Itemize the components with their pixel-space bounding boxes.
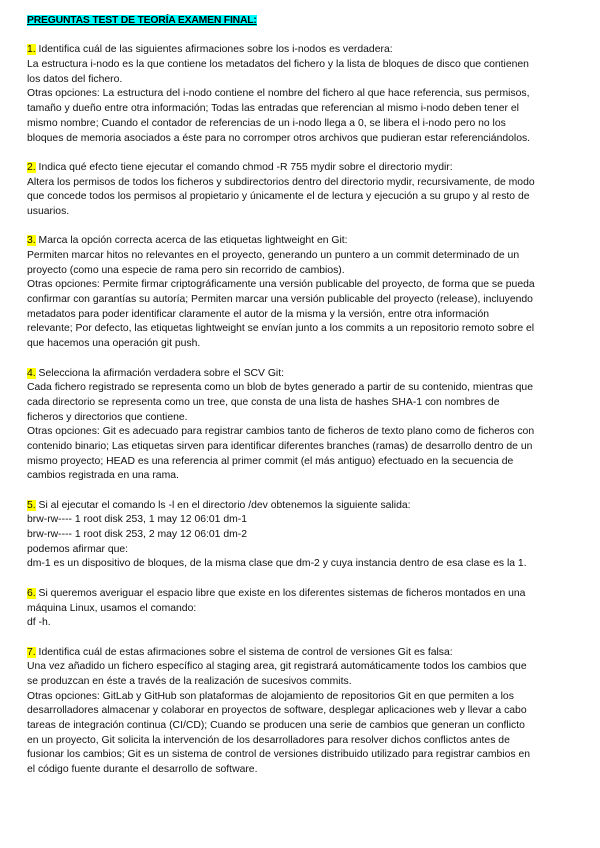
question-block	[27, 234, 587, 352]
question-number: 3.	[27, 235, 36, 247]
question-number: 4.	[27, 367, 36, 379]
answer-line: bloques de memoria asociados a éste para no corromper otros archivos que pudieran estar referenciándolos.	[27, 132, 531, 144]
question-list	[27, 29, 587, 778]
answer-line: brw-rw---- 1 root disk 253, 1 may 12 06:01 dm-1	[27, 514, 248, 526]
question-line	[27, 234, 587, 249]
answer-line: brw-rw---- 1 root disk 253, 2 may 12 06:01 dm-2	[27, 529, 248, 541]
question-text: Si al ejecutar el comando ls -l en el directorio /dev obtenemos la siguiente salida:	[35, 499, 411, 511]
question-number: 7.	[27, 646, 36, 658]
question-number: 1.	[27, 44, 36, 56]
question-text: Marca la opción correcta acerca de las etiquetas lightweight en Git:	[35, 235, 348, 247]
answer-line: mismo proyecto; HEAD es una referencia al primer commit (el más antiguo) efectuado en la secuencia de	[27, 455, 514, 467]
document-page	[27, 14, 587, 778]
question-block	[27, 646, 587, 778]
answer-line: mismo nombre; Cuando el contador de referencias de un i-nodo llega a 0, se libera el i-nodo pero no los	[27, 117, 506, 129]
question-text: Si queremos averiguar el espacio libre que existe en los diferentes sistemas de ficheros montados en una	[35, 587, 526, 599]
question-line	[27, 43, 587, 58]
question-line	[27, 161, 587, 176]
answer-line: Otras opciones: La estructura del i-nodo contiene el nombre del fichero al que hace referencia, sus permisos,	[27, 88, 530, 100]
question-line	[27, 587, 587, 602]
answer-line: máquina Linux, usamos el comando:	[27, 602, 197, 614]
question-block	[27, 587, 587, 631]
question-line	[27, 499, 587, 514]
answer-line: Cada fichero registrado se representa como un blob de bytes generado a partir de su contenido, mientras que	[27, 382, 533, 394]
answer-line: Otras opciones: GitLab y GitHub son plataformas de alojamiento de repositorios Git en que permiten a los	[27, 690, 514, 702]
blank-line	[27, 352, 587, 367]
question-line	[27, 367, 587, 382]
answer-line: La estructura i-nodo es la que contiene los metadatos del fichero y la lista de bloques de disco que contienen	[27, 59, 529, 71]
answer-line: en un proyecto, Git solicita la intervención de los desarrolladores para resolver dichos conflictos antes de	[27, 734, 510, 746]
answer-line: se produzcan en éste a través de la realización de sucesivos commits.	[27, 675, 352, 687]
question-text: Identifica cuál de las siguientes afirmaciones sobre los i-nodos es verdadera:	[35, 44, 393, 56]
answer-line: el código fuente durante el desarrollo de software.	[27, 764, 258, 776]
question-number: 6.	[27, 587, 36, 599]
answer-line: Otras opciones: Git es adecuado para registrar cambios tanto de ficheros de texto plano como de ficheros con	[27, 426, 535, 438]
answer-line: confirmar con garantías su autoría; Permiten marcar una versión publicable del proyecto (release), incluyendo	[27, 294, 533, 306]
question-line	[27, 646, 587, 661]
answer-line: Altera los permisos de todos los ficheros y subdirectorios dentro del directorio mydir, recursivamente, de modo	[27, 176, 535, 188]
answer-line: desarrolladores almacenar y colaborar en proyectos de software, desplegar aplicaciones web y llevar a cabo	[27, 705, 527, 717]
answer-line: relevante; Por defecto, las etiquetas lightweight se envían junto a los commits a un repositorio remoto sobre el	[27, 323, 535, 335]
answer-line: usuarios.	[27, 205, 70, 217]
document-title: PREGUNTAS TEST DE TEORÍA EXAMEN FINAL:	[27, 15, 257, 26]
question-number: 5.	[27, 499, 36, 511]
answer-line: dm-1 es un dispositivo de bloques, de la misma clase que dm-2 y cuya instancia dentro de esa clase es la 1.	[27, 558, 527, 570]
answer-line: que concede todos los permisos al propietario y únicamente el de lectura y ejecución a su grupo y al resto de	[27, 191, 530, 203]
answer-line: podemos afirmar que:	[27, 543, 129, 555]
answer-line: Permiten marcar hitos no relevantes en el proyecto, generando un puntero a un commit determinado de un	[27, 250, 520, 261]
answer-line: cada directorio se representa como un tree, que consta de una lista de hashes SHA-1 con nombres de	[27, 396, 500, 408]
blank-line	[27, 631, 587, 646]
question-block	[27, 43, 587, 146]
blank-line	[27, 146, 587, 161]
question-text: Identifica cuál de estas afirmaciones sobre el sistema de control de versiones Git es falsa:	[35, 646, 453, 658]
answer-line: df -h.	[27, 617, 51, 629]
blank-line	[27, 572, 587, 587]
question-block	[27, 367, 587, 485]
answer-line: cambios registrada en una rama.	[27, 470, 179, 482]
answer-line: ficheros y directorios que contiene.	[27, 411, 188, 423]
answer-line: tareas de integración continua (CI/CD); Cuando se producen una serie de cambios que generan un conflicto	[27, 720, 525, 731]
answer-line: que hacemos una operación git push.	[27, 338, 201, 350]
answer-line: metadatos para poder identificar claramente el autor de la misma y la versión, entre otra información	[27, 308, 490, 320]
blank-line	[27, 484, 587, 499]
question-block	[27, 161, 587, 220]
question-text: Selecciona la afirmación verdadera sobre el SCV Git:	[35, 367, 285, 379]
title-line	[27, 14, 587, 29]
answer-line: los datos del fichero.	[27, 73, 123, 85]
question-text: Indica qué efecto tiene ejecutar el comando chmod -R 755 mydir sobre el directorio mydir:	[35, 161, 453, 173]
answer-line: Otras opciones: Permite firmar criptográficamente una versión publicable del proyecto, de forma que se pueda	[27, 279, 535, 291]
answer-line: proyecto (como una especie de rama pero sin recorrido de cambios).	[27, 264, 345, 276]
answer-line: Una vez añadido un fichero específico al staging area, git registrará automáticamente todos los cambios que	[27, 661, 527, 673]
answer-line: contenido binario; Las etiquetas sirven para identificar diferentes branches (ramas) de desarrollo dentro de un	[27, 440, 533, 452]
answer-line: tamaño y dueño entre otra información; Todas las entradas que referencian al mismo i-nodo deben tener el	[27, 103, 519, 115]
blank-line	[27, 220, 587, 235]
blank-line	[27, 29, 587, 44]
answer-line: fusionar los cambios; Git es un sistema de control de versiones distribuido utilizado para registrar cambios en	[27, 749, 531, 761]
question-block	[27, 499, 587, 572]
question-number: 2.	[27, 161, 36, 173]
